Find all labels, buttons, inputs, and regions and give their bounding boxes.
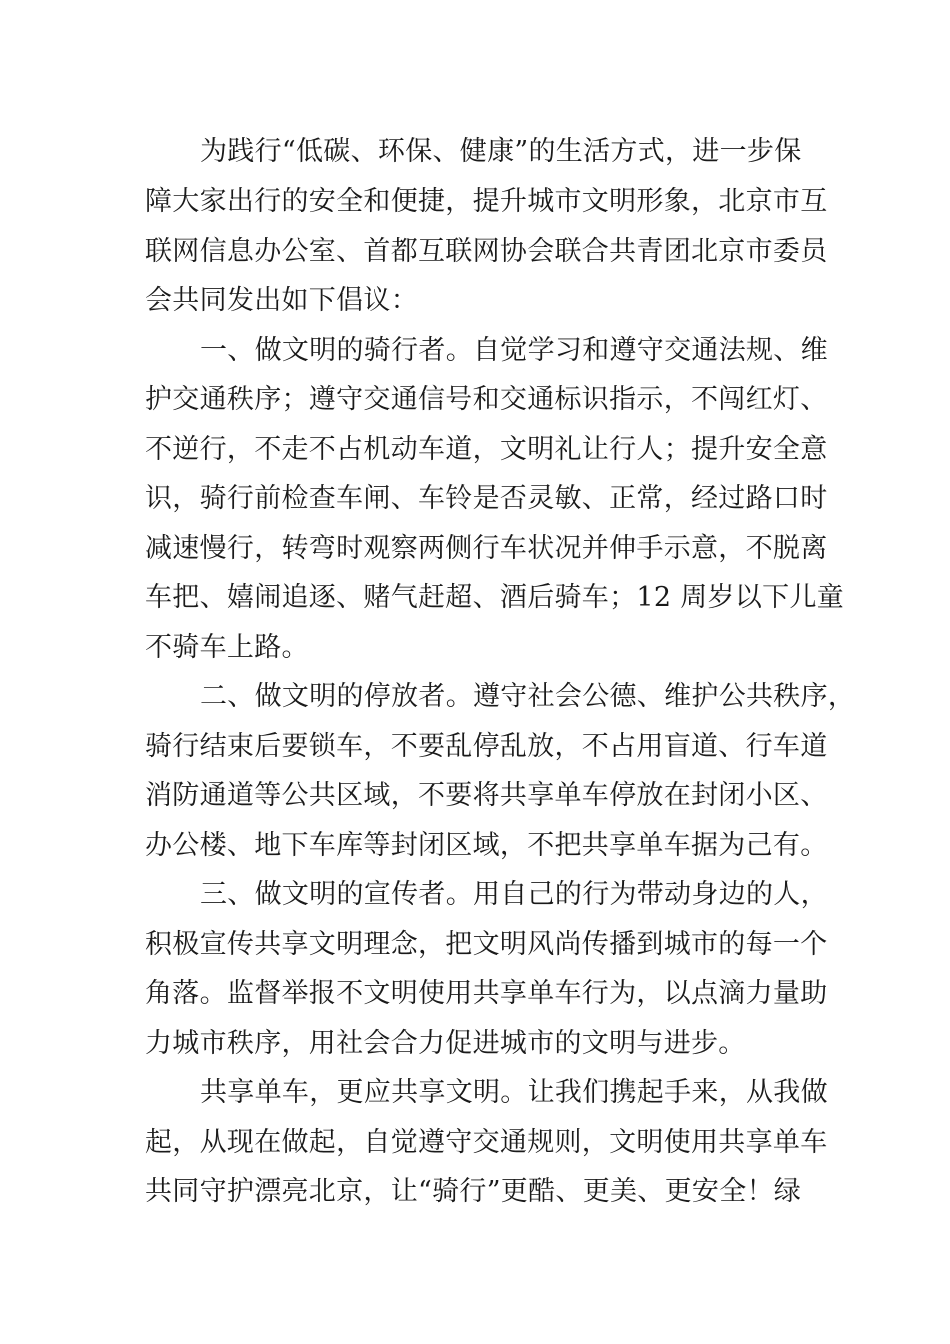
text-line: 角落。监督举报不文明使用共享单车行为，以点滴力量助	[145, 978, 828, 1009]
text-line: 不骑车上路。	[145, 632, 309, 663]
text-line: 三、做文明的宣传者。用自己的行为带动身边的人，	[200, 879, 828, 910]
text-line: 障大家出行的安全和便捷，提升城市文明形象，北京市互	[145, 186, 828, 217]
text-line: 不逆行，不走不占机动车道，文明礼让行人；提升安全意	[145, 434, 828, 465]
text-line: 减速慢行，转弯时观察两侧行车状况并伸手示意，不脱离	[145, 533, 828, 564]
text-line: 会共同发出如下倡议：	[145, 285, 418, 316]
text-line: 起，从现在做起，自觉遵守交通规则，文明使用共享单车	[145, 1127, 828, 1158]
text-line: 车把、嬉闹追逐、赌气赶超、酒后骑车；12 周岁以下儿童	[145, 582, 845, 613]
text-line: 消防通道等公共区域，不要将共享单车停放在封闭小区、	[145, 780, 828, 811]
text-line: 骑行结束后要锁车，不要乱停乱放，不占用盲道、行车道	[145, 731, 828, 762]
text-line: 力城市秩序，用社会合力促进城市的文明与进步。	[145, 1028, 746, 1059]
text-line: 护交通秩序；遵守交通信号和交通标识指示，不闯红灯、	[145, 384, 828, 415]
text-line: 二、做文明的停放者。遵守社会公德、维护公共秩序，	[200, 681, 856, 712]
text-line: 一、做文明的骑行者。自觉学习和遵守交通法规、维	[200, 335, 828, 366]
text-line: 办公楼、地下车库等封闭区域，不把共享单车据为己有。	[145, 830, 828, 861]
text-line: 共同守护漂亮北京，让“骑行”更酷、更美、更安全！绿	[145, 1176, 802, 1207]
text-line: 积极宣传共享文明理念，把文明风尚传播到城市的每一个	[145, 929, 828, 960]
text-line: 识，骑行前检查车闸、车铃是否灵敏、正常，经过路口时	[145, 483, 828, 514]
text-line: 联网信息办公室、首都互联网协会联合共青团北京市委员	[145, 236, 828, 267]
text-line: 共享单车，更应共享文明。让我们携起手来，从我做	[200, 1077, 828, 1108]
text-line: 为践行“低碳、环保、健康”的生活方式，进一步保	[200, 136, 802, 167]
